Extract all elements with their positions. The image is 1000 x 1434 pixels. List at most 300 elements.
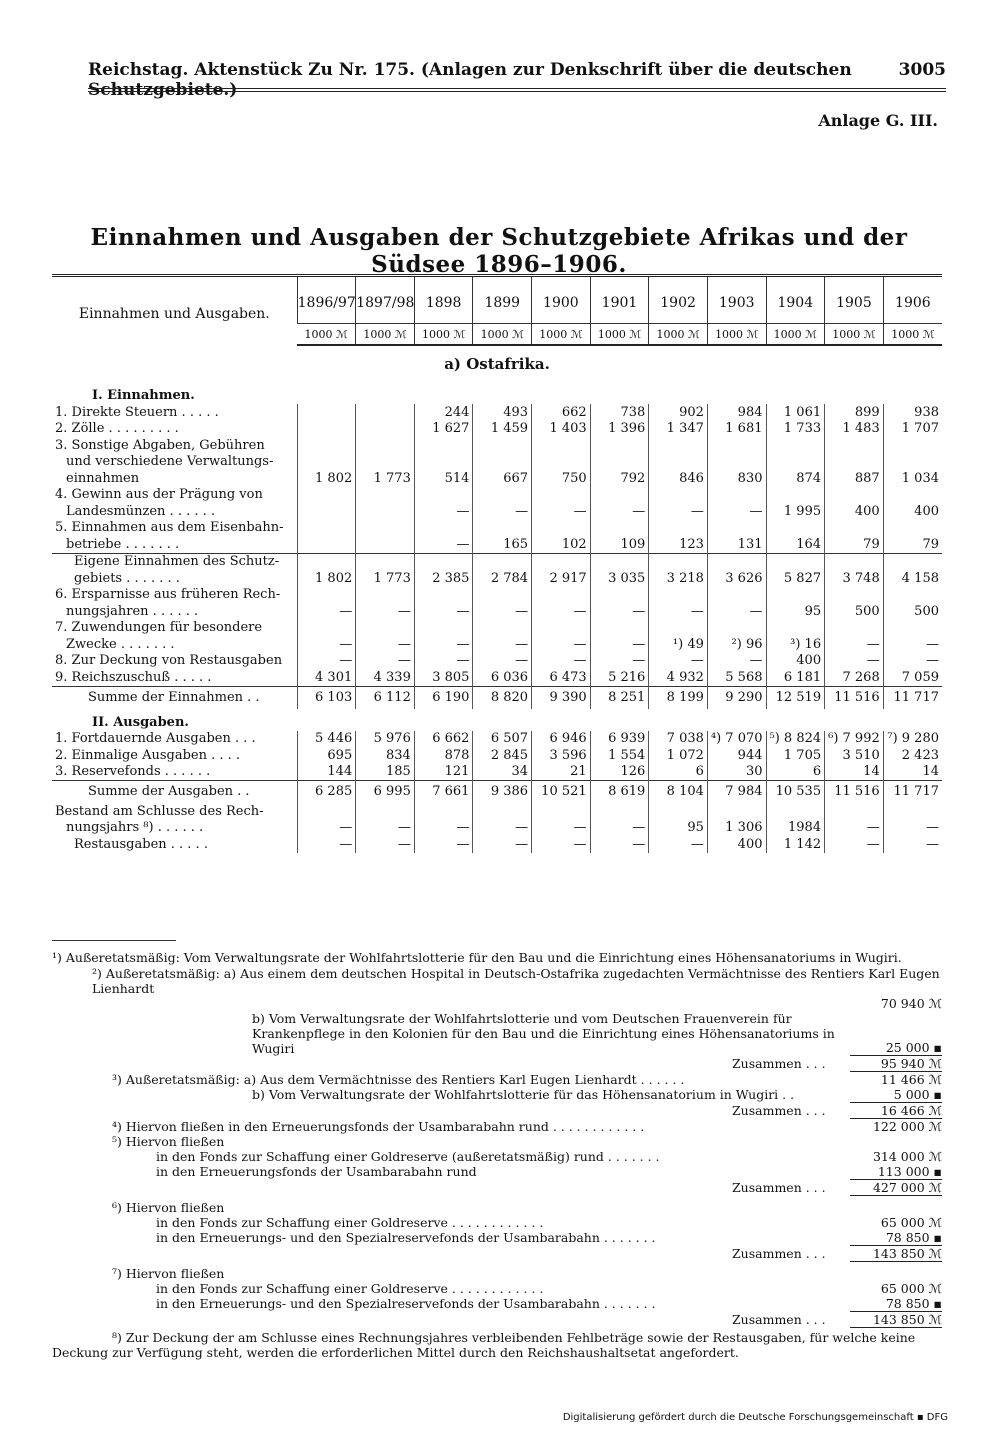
year-header-2: 1898: [414, 276, 473, 324]
income-row-0-value-5: 738: [590, 404, 649, 421]
expense-row-1-value-5: 1 554: [590, 747, 649, 764]
income-row-1-value-7: 1 681: [707, 421, 766, 438]
unit-header-5: 1000 ℳ: [590, 324, 649, 346]
income-row-1: [52, 421, 942, 438]
income-row-16-value-2: 3 805: [414, 669, 473, 686]
unit-header-3: 1000 ℳ: [473, 324, 532, 346]
income-row-2-label: 3. Sonstige Abgaben, Gebühren: [55, 437, 265, 453]
income-row-9-value-8: [766, 553, 825, 570]
income-row-5-value-4: [532, 487, 591, 504]
expense-row-2-value-8: 6: [766, 764, 825, 781]
income-row-11-value-8: [766, 587, 825, 604]
balance-row-1-value-1: —: [356, 820, 415, 837]
income-row-12-value-4: —: [532, 603, 591, 620]
balance-row-2-value-4: —: [532, 836, 591, 853]
income-row-7: [52, 520, 942, 537]
appendix-label: Anlage G. III.: [818, 111, 938, 130]
balance-row-2-value-0: —: [297, 836, 356, 853]
income-row-12-value-9: 500: [825, 603, 884, 620]
expense-sum-row-value-5: 8 619: [590, 781, 649, 804]
income-row-5-value-7: [707, 487, 766, 504]
income-row-10-value-3: 2 784: [473, 570, 532, 587]
unit-header-2: 1000 ℳ: [414, 324, 473, 346]
income-sum-row-value-7: 9 290: [707, 686, 766, 709]
footnote-6-sum-amount: 143 850 ℳ: [850, 1246, 942, 1262]
unit-header-9: 1000 ℳ: [825, 324, 884, 346]
income-row-4-value-7: 830: [707, 470, 766, 487]
income-row-8-label: betriebe . . . . . . .: [66, 536, 180, 552]
balance-row-2-value-3: —: [473, 836, 532, 853]
income-sum-row: [52, 686, 942, 709]
income-row-14-value-10: —: [883, 636, 942, 653]
income-row-16: [52, 669, 942, 686]
income-row-5-label: 4. Gewinn aus der Prägung von: [55, 487, 263, 502]
section-ostafrika: [52, 345, 942, 382]
income-row-16-value-7: 5 568: [707, 669, 766, 686]
income-row-1-label: 2. Zölle . . . . . . . . .: [55, 421, 179, 436]
balance-row-2-value-9: —: [825, 836, 884, 853]
footnote-3b: [52, 1087, 942, 1103]
expense-row-2-value-7: 30: [707, 764, 766, 781]
year-header-10: 1906: [883, 276, 942, 324]
income-row-15-value-3: —: [473, 653, 532, 670]
digitization-credit: Digitalisierung gefördert durch die Deutsche Forschungsgemeinschaft ▪ DFG: [562, 1412, 948, 1423]
label-column-header: Einnahmen und Ausgaben.: [52, 276, 297, 346]
income-row-9: [52, 553, 942, 570]
income-row-5-value-5: [590, 487, 649, 504]
expense-row-0-value-8: ⁵) 8 824: [766, 731, 825, 748]
income-row-10-value-10: 4 158: [883, 570, 942, 587]
income-sum-row-value-10: 11 717: [883, 686, 942, 709]
income-row-11-value-4: [532, 587, 591, 604]
income-row-0-value-1: [356, 404, 415, 421]
income-row-12-value-10: 500: [883, 603, 942, 620]
income-row-13: [52, 620, 942, 637]
income-row-3-value-0: [297, 454, 356, 471]
income-row-4-value-2: 514: [414, 470, 473, 487]
income-row-0-value-7: 984: [707, 404, 766, 421]
income-row-3: [52, 454, 942, 471]
income-row-8-value-3: 165: [473, 536, 532, 553]
expense-row-0-value-7: ⁴) 7 070: [707, 731, 766, 748]
income-row-3-value-7: [707, 454, 766, 471]
income-row-1-value-4: 1 403: [532, 421, 591, 438]
income-row-7-label: 5. Einnahmen aus dem Eisenbahn-: [55, 520, 284, 535]
balance-row-1-label: nungsjahrs ⁸) . . . . . .: [66, 820, 204, 835]
footnote-2b: [52, 1011, 942, 1056]
income-row-16-value-1: 4 339: [356, 669, 415, 686]
footnote-6-sum-label: Zusammen . . .: [732, 1246, 826, 1261]
income-row-16-value-10: 7 059: [883, 669, 942, 686]
revenue-expense-table: [52, 274, 942, 853]
income-row-11-value-5: [590, 587, 649, 604]
income-row-13-value-0: [297, 620, 356, 637]
expense-row-1-value-4: 3 596: [532, 747, 591, 764]
income-sum-row-value-2: 6 190: [414, 686, 473, 709]
footnote-7-head: [52, 1266, 942, 1281]
balance-row-2-value-5: —: [590, 836, 649, 853]
income-row-11-value-1: [356, 587, 415, 604]
footnote-2-sum-label: Zusammen . . .: [732, 1056, 826, 1071]
expense-sum-row-value-8: 10 535: [766, 781, 825, 804]
balance-row-1: [52, 820, 942, 837]
footnote-2b-text: b) Vom Verwaltungsrate der Wohlfahrtslotterie und vom Deutschen Frauenverein für Krankenpflege in den Kolonien für den Bau und die Einrichtung eines Höhensanatoriums in Wugiri: [252, 1011, 835, 1056]
footnote-7a: [52, 1281, 942, 1296]
balance-row-0-value-3: [473, 803, 532, 820]
income-row-9-value-9: [825, 553, 884, 570]
income-row-2: [52, 437, 942, 454]
income-row-2-value-9: [825, 437, 884, 454]
income-row-1-value-1: [356, 421, 415, 438]
income-row-1-value-3: 1 459: [473, 421, 532, 438]
expense-row-2-value-1: 185: [356, 764, 415, 781]
income-row-8-value-4: 102: [532, 536, 591, 553]
income-row-5: [52, 487, 942, 504]
expense-row-2-value-0: 144: [297, 764, 356, 781]
expense-row-0-value-0: 5 446: [297, 731, 356, 748]
footnote-5-sum-label: Zusammen . . .: [732, 1180, 826, 1195]
income-row-1-value-6: 1 347: [649, 421, 708, 438]
expense-sum-row-value-9: 11 516: [825, 781, 884, 804]
income-row-14-label: Zwecke . . . . . . .: [66, 636, 175, 652]
year-header-1: 1897/98: [356, 276, 415, 324]
income-row-1-value-8: 1 733: [766, 421, 825, 438]
income-row-9-label: Eigene Einnahmen des Schutz-: [52, 553, 297, 570]
footnote-3b-amount: 5 000 ▪: [850, 1087, 942, 1103]
income-row-0: [52, 404, 942, 421]
income-row-1-value-9: 1 483: [825, 421, 884, 438]
income-row-7-value-6: [649, 520, 708, 537]
expense-row-0-value-5: 6 939: [590, 731, 649, 748]
income-row-6-value-0: [297, 503, 356, 520]
income-row-2-value-5: [590, 437, 649, 454]
expense-sum-row-value-2: 7 661: [414, 781, 473, 804]
expense-row-1-value-10: 2 423: [883, 747, 942, 764]
expense-sum-row-value-3: 9 386: [473, 781, 532, 804]
balance-row-0-value-5: [590, 803, 649, 820]
expense-sum-row-value-0: 6 285: [297, 781, 356, 804]
income-row-9-value-4: [532, 553, 591, 570]
footnote-6a-text: in den Fonds zur Schaffung einer Goldreserve . . . . . . . . . . . .: [156, 1215, 544, 1230]
income-row-3-value-8: [766, 454, 825, 471]
footnotes: [52, 950, 942, 1360]
balance-row-2-label: Restausgaben . . . . .: [74, 836, 208, 852]
income-row-6: [52, 503, 942, 520]
income-row-10-value-5: 3 035: [590, 570, 649, 587]
footnote-7a-text: in den Fonds zur Schaffung einer Goldreserve . . . . . . . . . . . .: [156, 1281, 544, 1296]
year-header-5: 1901: [590, 276, 649, 324]
income-row-13-value-4: [532, 620, 591, 637]
income-row-15-value-8: 400: [766, 653, 825, 670]
expense-row-2-value-3: 34: [473, 764, 532, 781]
year-header-3: 1899: [473, 276, 532, 324]
income-row-9-value-1: [356, 553, 415, 570]
income-row-11-value-10: [883, 587, 942, 604]
balance-row-1-value-5: —: [590, 820, 649, 837]
balance-row-1-value-6: 95: [649, 820, 708, 837]
unit-header-0: 1000 ℳ: [297, 324, 356, 346]
footnote-1: ¹) Außeretatsmäßig: Vom Verwaltungsrate der Wohlfahrtslotterie für den Bau und die Einrichtung eines Höhensanatoriums in Wugiri.: [52, 950, 902, 965]
footnote-5-sum: [52, 1180, 942, 1196]
footnote-3a-amount: 11 466 ℳ: [880, 1072, 942, 1087]
balance-row-1-value-9: —: [825, 820, 884, 837]
footnote-7a-amount: 65 000 ℳ: [880, 1281, 942, 1296]
income-row-6-value-3: —: [473, 503, 532, 520]
footnote-7b-amount: 78 850 ▪: [850, 1296, 942, 1312]
income-row-12: [52, 603, 942, 620]
income-row-2-value-8: [766, 437, 825, 454]
income-row-11-value-9: [825, 587, 884, 604]
footnote-3a-text: ³) Außeretatsmäßig: a) Aus dem Vermächtnisse des Rentiers Karl Eugen Lienhardt . . . . . .: [112, 1072, 685, 1087]
income-row-9-value-3: [473, 553, 532, 570]
income-row-8: [52, 536, 942, 553]
footnote-4: [52, 1119, 942, 1134]
balance-row-0-value-0: [297, 803, 356, 820]
expense-row-2: [52, 764, 942, 781]
income-row-4-value-5: 792: [590, 470, 649, 487]
income-row-15-value-2: —: [414, 653, 473, 670]
footnote-5b-amount: 113 000 ▪: [850, 1164, 942, 1180]
income-row-7-value-3: [473, 520, 532, 537]
income-row-6-value-1: [356, 503, 415, 520]
balance-row-0-value-8: [766, 803, 825, 820]
income-row-13-value-1: [356, 620, 415, 637]
balance-row-2-value-8: 1 142: [766, 836, 825, 853]
income-row-14-value-0: —: [297, 636, 356, 653]
expense-row-2-value-2: 121: [414, 764, 473, 781]
footnote-2a-amount: 70 940 ℳ: [880, 996, 942, 1011]
income-row-8-value-7: 131: [707, 536, 766, 553]
income-row-15-label: 8. Zur Deckung von Restausgaben: [55, 653, 283, 668]
income-row-10-value-8: 5 827: [766, 570, 825, 587]
expense-row-0: [52, 731, 942, 748]
income-row-10-value-9: 3 748: [825, 570, 884, 587]
income-row-2-value-0: [297, 437, 356, 454]
expense-row-2-value-4: 21: [532, 764, 591, 781]
income-row-10-value-2: 2 385: [414, 570, 473, 587]
footnote-3a: [52, 1072, 942, 1087]
income-row-12-value-1: —: [356, 603, 415, 620]
income-row-12-label: nungsjahren . . . . . .: [66, 603, 199, 619]
income-row-8-value-5: 109: [590, 536, 649, 553]
income-row-14-value-1: —: [356, 636, 415, 653]
income-row-0-value-6: 902: [649, 404, 708, 421]
income-row-6-value-10: 400: [883, 503, 942, 520]
income-row-16-value-5: 5 216: [590, 669, 649, 686]
footnote-7b-text: in den Erneuerungs- und den Spezialreservefonds der Usambarabahn . . . . . . .: [156, 1296, 656, 1311]
income-row-13-value-7: [707, 620, 766, 637]
footnote-7b: [52, 1296, 942, 1312]
income-sum-row-value-8: 12 519: [766, 686, 825, 709]
year-header-row: [52, 276, 942, 324]
expense-sum-row-value-1: 6 995: [356, 781, 415, 804]
expense-sum-row: [52, 781, 942, 804]
income-row-5-value-8: [766, 487, 825, 504]
expense-row-1-value-0: 695: [297, 747, 356, 764]
group-income-label: I. Einnahmen.: [92, 388, 195, 403]
footnote-rule: [52, 940, 176, 941]
income-row-5-value-1: [356, 487, 415, 504]
income-row-13-value-5: [590, 620, 649, 637]
income-row-8-value-2: —: [414, 536, 473, 553]
income-row-9-value-6: [649, 553, 708, 570]
expense-row-0-value-1: 5 976: [356, 731, 415, 748]
footnote-3b-text: b) Vom Verwaltungsrate der Wohlfahrtslotterie für das Höhensanatorium in Wugiri . .: [252, 1087, 795, 1102]
income-row-12-value-0: —: [297, 603, 356, 620]
page-number: 3005: [898, 60, 946, 80]
balance-row-2-value-7: 400: [707, 836, 766, 853]
balance-row-0-value-9: [825, 803, 884, 820]
income-row-16-value-0: 4 301: [297, 669, 356, 686]
expense-row-2-value-10: 14: [883, 764, 942, 781]
income-row-9-value-7: [707, 553, 766, 570]
income-row-14-value-4: —: [532, 636, 591, 653]
balance-row-0-value-7: [707, 803, 766, 820]
income-row-4-value-0: 1 802: [297, 470, 356, 487]
income-row-11-value-0: [297, 587, 356, 604]
income-row-9-value-10: [883, 553, 942, 570]
expense-row-2-label: 3. Reservefonds . . . . . .: [55, 764, 211, 779]
income-row-5-value-6: [649, 487, 708, 504]
income-row-7-value-0: [297, 520, 356, 537]
income-row-16-value-9: 7 268: [825, 669, 884, 686]
expense-row-1-value-7: 944: [707, 747, 766, 764]
header-rule: [88, 88, 946, 89]
income-sum-row-value-9: 11 516: [825, 686, 884, 709]
footnote-5-head-text: ⁵) Hiervon fließen: [112, 1134, 225, 1149]
income-row-2-value-10: [883, 437, 942, 454]
footnote-2a: [52, 966, 942, 996]
income-row-8-value-0: [297, 536, 356, 553]
income-row-2-value-7: [707, 437, 766, 454]
page-title: Einnahmen und Ausgaben der Schutzgebiete Afrikas und der Südsee 1896–1906.: [90, 224, 908, 278]
section-ostafrika-label: a) Ostafrika.: [444, 355, 550, 373]
income-row-12-value-8: 95: [766, 603, 825, 620]
income-row-14-value-3: —: [473, 636, 532, 653]
income-sum-row-value-6: 8 199: [649, 686, 708, 709]
expense-row-0-value-4: 6 946: [532, 731, 591, 748]
balance-row-2-value-10: —: [883, 836, 942, 853]
balance-row-0-value-1: [356, 803, 415, 820]
balance-row-0-value-10: [883, 803, 942, 820]
income-row-6-value-9: 400: [825, 503, 884, 520]
income-sum-row-value-0: 6 103: [297, 686, 356, 709]
balance-row-1-value-0: —: [297, 820, 356, 837]
income-row-6-label: Landesmünzen . . . . . .: [66, 503, 216, 519]
income-row-2-value-4: [532, 437, 591, 454]
income-row-6-value-5: —: [590, 503, 649, 520]
expense-sum-row-value-4: 10 521: [532, 781, 591, 804]
footnote-3-sum-label: Zusammen . . .: [732, 1103, 826, 1118]
income-row-15-value-5: —: [590, 653, 649, 670]
unit-header-4: 1000 ℳ: [532, 324, 591, 346]
balance-row-0-value-2: [414, 803, 473, 820]
income-row-3-value-1: [356, 454, 415, 471]
income-row-11-value-2: [414, 587, 473, 604]
footnote-6a-amount: 65 000 ℳ: [880, 1215, 942, 1230]
footnote-6a: [52, 1215, 942, 1230]
income-sum-row-value-4: 9 390: [532, 686, 591, 709]
income-row-14-value-8: ³) 16: [766, 636, 825, 653]
income-sum-row-value-5: 8 251: [590, 686, 649, 709]
income-row-4-value-8: 874: [766, 470, 825, 487]
footnote-6b: [52, 1230, 942, 1246]
unit-header-1: 1000 ℳ: [356, 324, 415, 346]
balance-row-1-value-10: —: [883, 820, 942, 837]
income-row-7-value-5: [590, 520, 649, 537]
income-row-13-value-8: [766, 620, 825, 637]
income-row-12-value-7: —: [707, 603, 766, 620]
income-row-13-value-9: [825, 620, 884, 637]
income-row-15-value-7: —: [707, 653, 766, 670]
income-row-16-value-6: 4 932: [649, 669, 708, 686]
income-row-14: [52, 636, 942, 653]
income-row-15: [52, 653, 942, 670]
unit-header-8: 1000 ℳ: [766, 324, 825, 346]
footnote-6b-text: in den Erneuerungs- und den Spezialreservefonds der Usambarabahn . . . . . . .: [156, 1230, 656, 1245]
expense-row-1-value-9: 3 510: [825, 747, 884, 764]
income-row-0-value-2: 244: [414, 404, 473, 421]
footnote-6b-amount: 78 850 ▪: [850, 1230, 942, 1246]
footnote-5b: [52, 1164, 942, 1180]
income-row-5-value-0: [297, 487, 356, 504]
expense-row-1-value-6: 1 072: [649, 747, 708, 764]
income-row-3-label: und verschiedene Verwaltungs-: [66, 454, 274, 469]
income-row-11: [52, 587, 942, 604]
balance-row-0-value-6: [649, 803, 708, 820]
footnote-3-sum: [52, 1103, 942, 1119]
header-title: Reichstag. Aktenstück Zu Nr. 175. (Anlagen zur Denkschrift über die deutschen Schutzgebiete.): [88, 60, 852, 100]
income-row-10-value-6: 3 218: [649, 570, 708, 587]
footnote-2b-amount: 25 000 ▪: [850, 1040, 942, 1056]
income-row-14-value-7: ²) 96: [707, 636, 766, 653]
footnote-2-sum: [52, 1056, 942, 1072]
income-row-6-value-6: —: [649, 503, 708, 520]
income-row-1-value-0: [297, 421, 356, 438]
income-row-2-value-6: [649, 437, 708, 454]
expense-sum-row-value-6: 8 104: [649, 781, 708, 804]
balance-row-2-value-2: —: [414, 836, 473, 853]
expense-row-0-value-3: 6 507: [473, 731, 532, 748]
balance-row-0: [52, 803, 942, 820]
income-row-0-value-9: 899: [825, 404, 884, 421]
year-header-7: 1903: [707, 276, 766, 324]
income-row-5-value-3: [473, 487, 532, 504]
running-header: [88, 60, 946, 100]
balance-row-1-value-3: —: [473, 820, 532, 837]
balance-row-1-value-4: —: [532, 820, 591, 837]
footnote-7-sum-amount: 143 850 ℳ: [850, 1312, 942, 1328]
group-income: [52, 382, 942, 404]
footnote-6-head-text: ⁶) Hiervon fließen: [112, 1200, 225, 1215]
income-row-4-label: einnahmen: [66, 470, 140, 486]
year-header-4: 1900: [532, 276, 591, 324]
income-row-7-value-9: [825, 520, 884, 537]
footnote-7-sum-label: Zusammen . . .: [732, 1312, 826, 1327]
income-row-14-value-6: ¹) 49: [649, 636, 708, 653]
income-row-13-value-10: [883, 620, 942, 637]
income-row-5-value-10: [883, 487, 942, 504]
expense-row-0-value-2: 6 662: [414, 731, 473, 748]
income-row-7-value-10: [883, 520, 942, 537]
income-row-9-value-5: [590, 553, 649, 570]
income-row-3-value-4: [532, 454, 591, 471]
expense-row-2-value-9: 14: [825, 764, 884, 781]
footnote-5a-amount: 314 000 ℳ: [872, 1149, 942, 1164]
income-row-10-label: gebiets . . . . . . .: [74, 570, 180, 586]
income-row-6-value-8: 1 995: [766, 503, 825, 520]
income-row-12-value-5: —: [590, 603, 649, 620]
